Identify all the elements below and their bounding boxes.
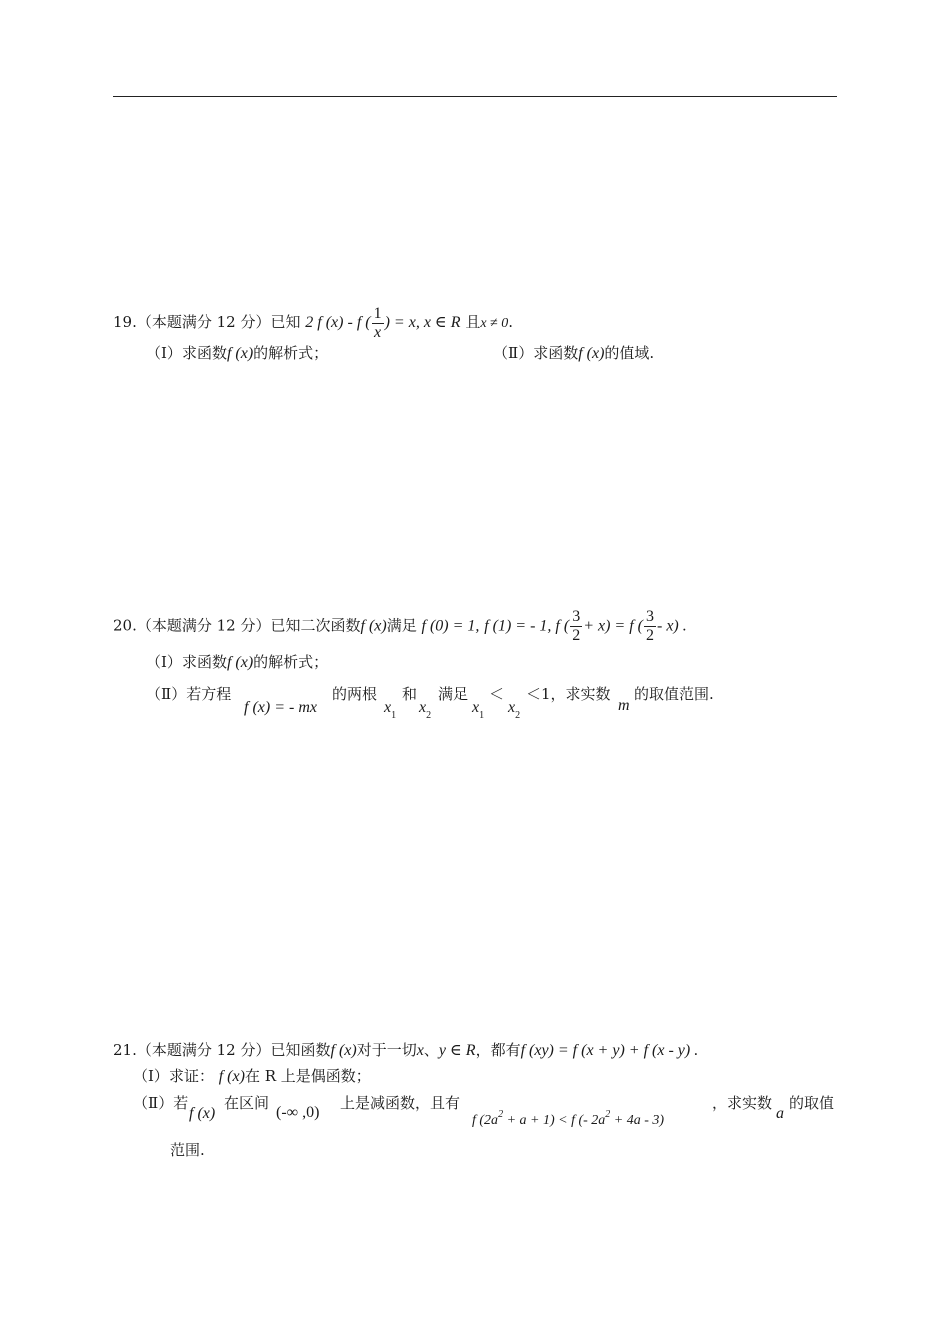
q19-points: （本题满分 12 分） [136,313,271,331]
q21-number: 21. [113,1041,137,1059]
q19-fraction: $\frac{1}{x}$ [373,305,382,341]
q19-part2: （Ⅱ）求函数f (x)的值域. [493,344,655,362]
q19-statement: 19.（本题满分 12 分）已知 2 f (x) - f ( $\frac{1}{x}$ ) = x, x ∈ R 且x ≠ 0. [113,305,514,341]
q21-part1: （Ⅰ）求证： f (x)在 R 上是偶函数； [133,1067,371,1085]
q20-part2-prefix: （Ⅱ）若方程 [146,685,232,703]
q19-number: 19. [113,313,137,331]
q21-equation: f (xy) = f (x + y) + f (x - y) . [520,1042,699,1059]
q19-part1: （Ⅰ）求函数f (x)的解析式； [146,344,329,362]
q21-part2-label: （Ⅱ）若 [133,1094,189,1112]
q20-points: （本题满分 12 分） [136,616,271,635]
q20-statement: 20.（本题满分 12 分）已知二次函数f (x)满足 f (0) = 1, f (1) = - 1, f ( $\frac{3}{2}$ + x) = f ( $\frac{3}{2}$ - x) . [113,608,687,644]
q19-condition: x ≠ 0 [480,316,509,331]
q19-formula: 2 f (x) - f ( [305,314,371,331]
q21-interval: (-∞ ,0) [276,1104,320,1121]
q20-fraction-2: $\frac{3}{2}$ [645,608,654,644]
header-rule [113,96,837,97]
q21-statement: 21.（本题满分 12 分）已知函数f (x)对于一切x、y ∈ R，都有f (xy) = f (x + y) + f (x - y) . [113,1041,699,1059]
q21-inequality: f $(2a^2 + a + 1) < f$ (- $2a^2 + 4a - 3$) [472,1109,665,1128]
q20-fraction-1: $\frac{3}{2}$ [572,608,581,644]
q20-number: 20. [113,616,137,635]
q20-part1: （Ⅰ）求函数f (x)的解析式； [146,653,329,671]
q21-tail: 范围. [170,1141,205,1159]
q20-equation: f (x) = - mx [244,699,317,716]
q20-root-x2: $x_2$ [419,699,432,721]
q20-root-x1: $x_1$ [384,699,397,721]
q21-points: （本题满分 12 分） [136,1041,271,1059]
